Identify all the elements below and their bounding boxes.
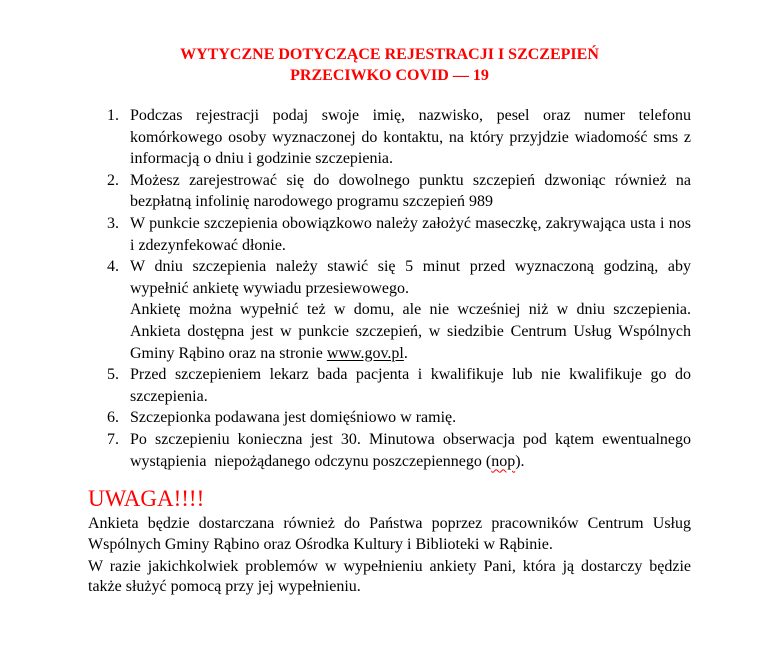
list-item-text [130,364,695,407]
list-item-paragraph [130,299,695,364]
list-item-number: 1. [107,107,119,124]
paragraph-text: ). [515,452,525,470]
list-item-number: 3. [107,214,119,232]
list-item-paragraph: W dniu szczepienia należy stawić się 5 minut przed wyznaczoną godziną, aby wypełnić ankietę wywiadu przesiewowego. [130,258,695,297]
list-item-6 [88,407,691,429]
guidelines-list [88,105,695,472]
title-line-2: PRZECIWKO COVID — 19 [290,67,489,84]
list-item-paragraph: Podczas rejestracji podaj swoje imię, nazwisko, pesel oraz numer telefonu komórkowego osoby wyznaczonej do kontaktu, na który przyjdzie wiadomość sms z informacją o dniu i godzinie szczepienia. [130,107,695,168]
list-item-text [130,407,691,429]
gov-url-text: www.gov.pl [326,344,404,362]
list-item-text [130,256,695,364]
list-item-number: 7. [107,430,119,448]
list-item-paragraph [130,429,695,472]
paragraph-text: Po szczepieniu konieczna jest 30. Minutowa obserwacja pod kątem ewentualnego wystąpienia niepożądanego odczynu poszczepiennego ( [130,430,695,470]
paragraph-text: Ankietę można wypełnić też w domu, ale nie wcześniej niż w dniu szczepienia. Ankieta dostępna jest w punkcie szczepień, w siedzibie Centrum Usług Wspólnych Gminy Rąbino oraz na stronie [130,301,695,362]
list-item-paragraph: Przed szczepieniem lekarz bada pacjenta i kwalifikuje lub nie kwalifikuje go do szczepienia. [130,366,695,405]
notice-paragraph-1: Ankieta będzie dostarczana również do Państwa poprzez pracowników Centrum Usług Wspólnych Gminy Rąbino oraz Ośrodka Kultury i Biblioteki w Rąbinie. [88,515,695,553]
notice-paragraph-2: W razie jakichkolwiek problemów w wypełnieniu ankiety Pani, która ją dostarczy będzie także służyć pomocą przy jej wypełnieniu. [88,557,695,596]
list-item-number: 6. [107,409,119,427]
title-line-1: WYTYCZNE DOTYCZĄCE REJESTRACJI I SZCZEPIEŃ [180,46,599,63]
list-item-2 [88,170,695,213]
list-item-text [130,213,695,256]
list-item-text [130,170,695,213]
list-item-paragraph: Szczepionka podawana jest domięśniowo w ramię. [130,409,457,427]
list-item-number: 2. [107,171,119,189]
list-item-4 [88,256,695,364]
list-item-3 [88,213,695,256]
list-item-7 [88,429,695,472]
list-item-text [130,105,695,170]
notice-heading: UWAGA!!!! [88,486,205,512]
list-item-number: 5. [107,366,119,384]
paragraph-text: . [403,344,408,362]
misspelled-word: nop [491,452,516,470]
list-item-5 [88,364,695,407]
list-item-1 [88,105,695,170]
list-item-text [130,429,695,472]
list-item-number: 4. [107,258,119,276]
list-item-paragraph: Możesz zarejestrować się do dowolnego punktu szczepień dzwoniąc również na bezpłatną infolinię narodowego programu szczepień 989 [130,171,695,211]
list-item-paragraph: W punkcie szczepienia obowiązkowo należy założyć maseczkę, zakrywająca usta i nos i zdezynfekować dłonie. [130,214,695,254]
document-title [88,44,691,86]
